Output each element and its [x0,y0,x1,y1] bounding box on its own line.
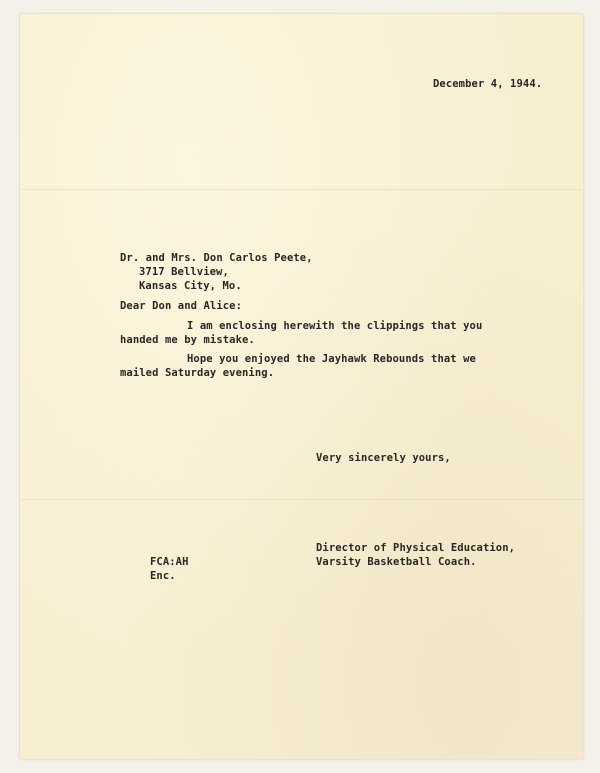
letter-date: December 4, 1944. [433,78,543,90]
signature-title-line-2: Varsity Basketball Coach. [316,556,477,568]
recipient-street: 3717 Bellview, [139,266,229,278]
body-paragraph-1-line-2: handed me by mistake. [120,334,255,346]
signature-title-line-1: Director of Physical Education, [316,542,516,554]
paper-fold-line [20,499,583,500]
body-paragraph-1-line-1: I am enclosing herewith the clippings that you [187,320,483,332]
closing: Very sincerely yours, [316,452,451,464]
paper-fold-line [20,189,583,190]
body-paragraph-2-line-1: Hope you enjoyed the Jayhawk Rebounds that we [187,353,476,365]
body-paragraph-2-line-2: mailed Saturday evening. [120,367,275,379]
salutation: Dear Don and Alice: [120,300,243,312]
recipient-name: Dr. and Mrs. Don Carlos Peete, [120,252,313,264]
recipient-city: Kansas City, Mo. [139,280,242,292]
enclosure-notation: Enc. [150,570,176,582]
letter-page [20,14,583,759]
reference-initials: FCA:AH [150,556,189,568]
